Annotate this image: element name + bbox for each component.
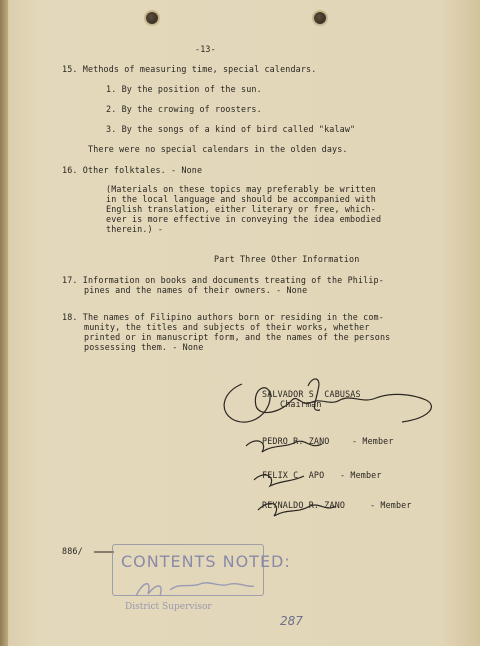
page-binding-edge <box>0 0 8 646</box>
item-16-line-5: therein.) - <box>106 224 164 234</box>
stamp-subtitle: District Supervisor <box>125 602 212 612</box>
item-15-heading: 15. Methods of measuring time, special calendars. <box>62 64 317 74</box>
punch-hole-icon <box>146 12 158 24</box>
item-16-line-3: English translation, either literary or free, which- <box>106 204 376 214</box>
signatory-4-role: - Member <box>370 500 412 510</box>
item-15-point-1: 1. By the position of the sun. <box>106 84 262 94</box>
signatory-2-role: - Member <box>352 436 394 446</box>
stamp-title: CONTENTS NOTED: <box>121 552 291 571</box>
item-18-line-4: possessing them. - None <box>84 342 204 352</box>
item-15-point-3: 3. By the songs of a kind of bird called "kalaw" <box>106 124 356 134</box>
item-18-line-3: printed or in manuscript form, and the names of the persons <box>84 332 391 342</box>
item-16-line-1: (Materials on these topics may preferably be written <box>106 184 376 194</box>
signatory-3-name: FELIX C. APO <box>262 470 325 480</box>
item-16-line-2: in the local language and should be accompanied with <box>106 194 376 204</box>
item-16-line-4: ever is more effective in conveying the idea embodied <box>106 214 382 224</box>
archive-page-number: 287 <box>280 614 303 628</box>
item-15-point-2: 2. By the crowing of roosters. <box>106 104 262 114</box>
signatory-1-role: Chairman <box>280 399 322 409</box>
item-17-line-1: 17. Information on books and documents treating of the Philip- <box>62 275 384 285</box>
item-18-line-2: munity, the titles and subjects of their works, whether <box>84 322 370 332</box>
page-header: -13- <box>195 44 216 54</box>
item-16-heading: 16. Other folktales. - None <box>62 165 203 175</box>
signatory-1-name: SALVADOR S. CABUSAS <box>262 389 361 399</box>
file-reference: 886/ <box>62 546 83 556</box>
supervisor-signature <box>130 574 260 602</box>
signatory-3-role: - Member <box>340 470 382 480</box>
punch-hole-icon <box>314 12 326 24</box>
item-18-line-1: 18. The names of Filipino authors born or residing in the com- <box>62 312 384 322</box>
item-17-line-2: pines and the names of their owners. - None <box>84 285 308 295</box>
signatory-4-name: REYNALDO R. ZANO <box>262 500 346 510</box>
item-15-note: There were no special calendars in the olden days. <box>88 144 348 154</box>
file-ref-dash <box>94 550 114 554</box>
signatory-2-name: PEDRO R. ZANO <box>262 436 330 446</box>
part-three-title: Part Three Other Information <box>214 254 360 264</box>
